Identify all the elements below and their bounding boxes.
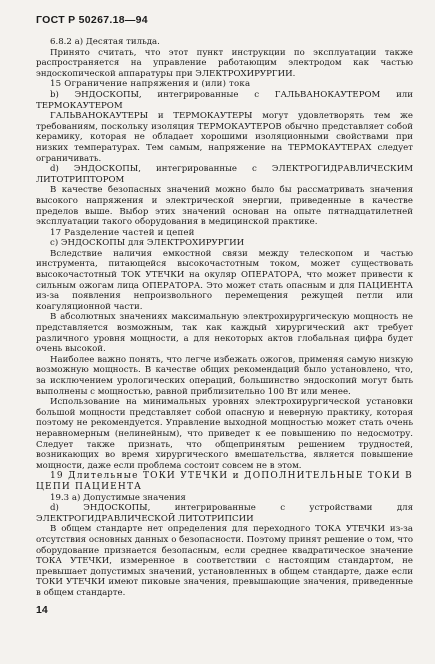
paragraph: 15 Ограничение напряжения и (или) тока xyxy=(50,79,251,90)
paragraph: В абсолютных значениях максимальную электрохирургическую мощность не представляется возможным, так как каждый хирургический акт требует различного уровня мощности, а для некоторых актов глобальная цифра будет очень высокой. xyxy=(36,312,413,355)
paragraph: d) ЭНДОСКОПЫ, интегрированные с устройствами для ЭЛЕКТРОГИДРАВЛИЧЕСКОЙ ЛИТОТРИПСИИ xyxy=(36,503,413,524)
paragraph: c) ЭНДОСКОПЫ для ЭЛЕКТРОХИРУРГИИ xyxy=(50,238,245,249)
paragraph: Наиболее важно понять, что легче избежать ожогов, применяя самую низкую возможную мощность. В качестве общих рекомендаций было установлено, что, за исключением урологических операций, большинство эндоскопий могут быть выполнены с мощностью, равной приблизительно 100 Вт или менее. xyxy=(36,354,413,397)
paragraph: 6.8.2 а) Десятая тильда. xyxy=(50,37,160,47)
paragraph: Использование на минимальных уровнях электрохирургической установки большой мощности представляет собой опасную и неверную практику, которая поэтому не рекомендуется. Управление выходной мощностью может стать очень неравномерным (нелинейным), что приведет к ее повышению по недосмотру. Следует также признать, что общепринятым решением трудностей, возникающих во время хирургического вмешательства, является повышение мощности, даже если проблема состоит совсем не в этом. xyxy=(36,397,413,471)
paragraph: Вследствие наличия емкостной связи между телескопом и частью инструмента, питающейся высокочастотным током, может существовать высокочастотный ТОК УТЕЧКИ на окуляр ОПЕРАТОРА, что может привести к сильным ожогам лица ОПЕРАТОРА. Это может стать опасным и для ПАЦИЕНТА из-за появления непроизвольного перемещения режущей петли или коагуляционной части. xyxy=(36,248,413,312)
paragraph: ГАЛЬВАНОКАУТЕРЫ и ТЕРМОКАУТЕРЫ могут удовлетворять тем же требованиям, поскольку изоляция ТЕРМОКАУТЕРОВ обычно представляет собой керамику, которая не обладает хорошими изоляционными свойствами при низких температурах. Тем самым, напряжение на ТЕРМОКАУТЕРАХ следует ограничивать. xyxy=(36,111,413,164)
paragraph: 19 Длительные ТОКИ УТЕЧКИ и ДОПОЛНИТЕЛЬНЫЕ ТОКИ В ЦЕПИ ПАЦИЕНТА xyxy=(36,471,413,492)
page-number: 14 xyxy=(36,604,48,616)
paragraph: d) ЭНДОСКОПЫ, интегрированные с ЭЛЕКТРОГИДРАВЛИЧЕСКИМ ЛИТОТРИПТОРОМ xyxy=(36,164,413,185)
paragraph: В общем стандарте нет определения для переходного ТОКА УТЕЧКИ из-за отсутствия основных данных о безопасности. Поэтому принят решение о том, что оборудование признается безопасным, если среднее квадратическое значение ТОКА УТЕЧКИ, измеренное в соответствии с настоящим стандартом, не превышает допустимых значений, установленных в общем стандарте, даже если ТОКИ УТЕЧКИ имеют пиковые значения, превышающие значения, приведенные в общем стандарте. xyxy=(36,524,413,598)
document-body xyxy=(36,37,413,598)
paragraph: 17 Разделение частей и цепей xyxy=(50,227,195,238)
paragraph: 19.3 а) Допустимые значения xyxy=(50,492,186,503)
paragraph: В качестве безопасных значений можно было бы рассматривать значения высокого напряжения и электрической энергии, приведенные в качестве пределов выше. Выбор этих значений основан на опыте пятнадцатилетней эксплуатации такого оборудования в медицинской практике. xyxy=(36,185,413,228)
paragraph: b) ЭНДОСКОПЫ, интегрированные с ГАЛЬВАНОКАУТЕРОМ или ТЕРМОКАУТЕРОМ xyxy=(36,89,413,111)
paragraph: Принято считать, что этот пункт инструкции по эксплуатации также распространяется на управление работающим электродом как частью эндоскопической аппаратуры при ЭЛЕКТРОХИРУРГИИ. xyxy=(36,47,413,79)
document-header: ГОСТ Р 50267.18—94 xyxy=(36,14,148,26)
